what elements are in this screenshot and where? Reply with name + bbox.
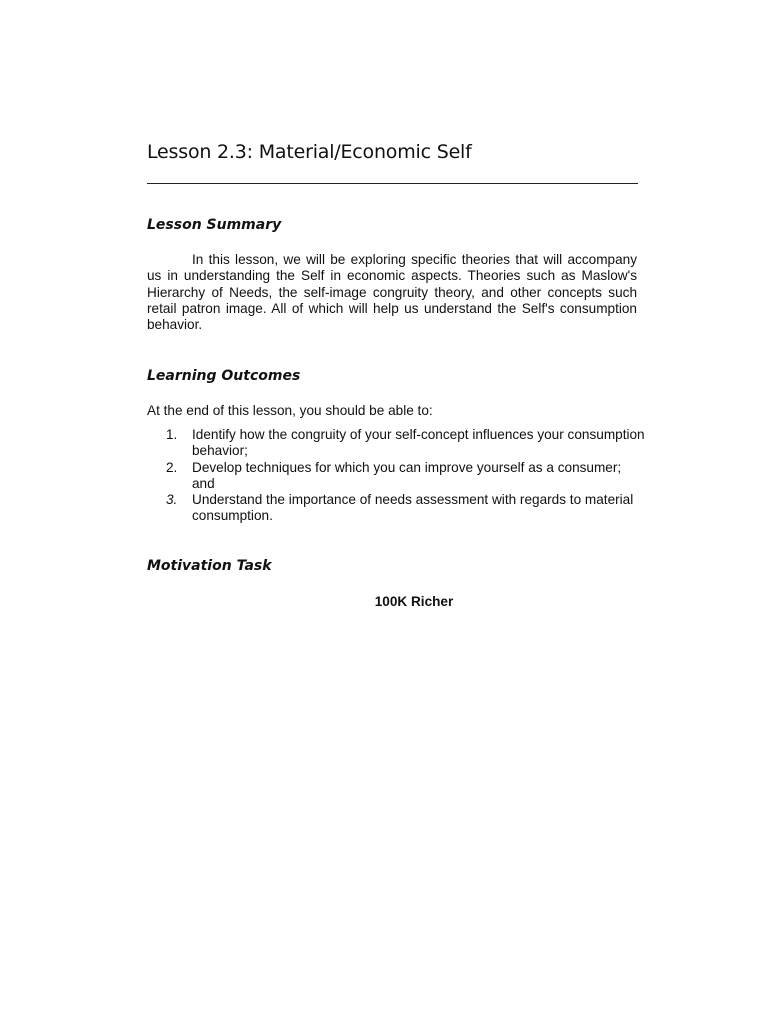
list-item-text: Develop techniques for which you can improve yourself as a consumer; and (192, 459, 622, 491)
list-item-number: 3. (166, 492, 178, 508)
learning-outcomes-list (166, 427, 646, 525)
title-divider (147, 183, 638, 184)
list-item-number: 2. (166, 459, 178, 475)
learning-outcomes-heading: Learning Outcomes (147, 368, 301, 384)
motivation-task-heading: Motivation Task (147, 558, 272, 574)
lesson-summary-heading: Lesson Summary (147, 217, 282, 233)
lesson-summary-paragraph: In this lesson, we will be exploring specific theories that will accompany us in understanding the Self in economic aspects. Theories such as Maslow's Hierarchy of Needs, the self-image congruity theory, and other concepts such retail patron image. All of which will help us understand the Self's consumption behavior. (147, 252, 637, 333)
list-item (166, 427, 646, 460)
lesson-title: Lesson 2.3: Material/Economic Self (147, 141, 472, 163)
list-item-number: 1. (166, 427, 178, 442)
list-item-text: Identify how the congruity of your self-concept influences your consumption behavior; (192, 427, 645, 459)
learning-outcomes-intro: At the end of this lesson, you should be able to: (147, 403, 433, 418)
activity-title: 100K Richer (374, 594, 454, 609)
list-item (166, 460, 646, 493)
list-item (166, 492, 646, 525)
list-item-text: Understand the importance of needs assessment with regards to material consumption. (192, 492, 634, 524)
